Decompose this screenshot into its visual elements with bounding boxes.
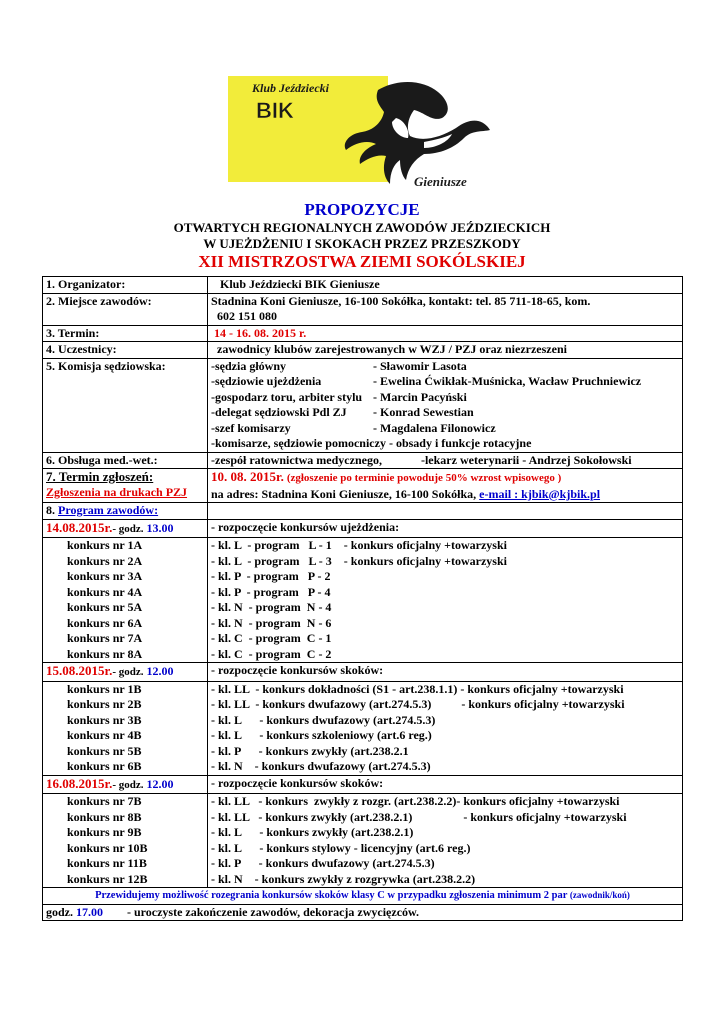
program-header-label xyxy=(43,503,208,520)
registration-address: na adres: Stadnina Koni Gieniusze, 16-100 Sokółka, xyxy=(211,486,477,501)
event-row xyxy=(43,810,683,826)
event-row xyxy=(43,794,683,810)
event-desc: - kl. L - konkurs szkoleniowy (art.6 reg.) xyxy=(208,728,683,744)
event-row xyxy=(43,600,683,616)
event-name: konkurs nr 1B xyxy=(43,681,208,697)
event-row xyxy=(43,538,683,554)
venue-line-2: 602 151 080 xyxy=(217,309,277,323)
row-commission xyxy=(43,358,683,452)
event-desc: - kl. L - konkurs zwykły (art.238.2.1) xyxy=(208,825,683,841)
final-prefix: godz. xyxy=(46,904,73,919)
day-desc: - rozpoczęcie konkursów skoków: xyxy=(208,775,683,794)
day-date: 16.08.2015r. xyxy=(46,775,113,791)
day-header-row xyxy=(43,663,683,682)
event-name: konkurs nr 6B xyxy=(43,759,208,775)
footer-final-cell xyxy=(43,904,683,921)
event-row xyxy=(43,585,683,601)
participants-value xyxy=(208,342,683,359)
event-name: konkurs nr 8A xyxy=(43,647,208,663)
event-desc: - kl. LL - konkurs zwykły (art.238.2.1) - konkurs oficjalny +towarzyski xyxy=(208,810,683,826)
event-name: konkurs nr 9B xyxy=(43,825,208,841)
event-name: konkurs nr 11B xyxy=(43,856,208,872)
event-name: konkurs nr 8B xyxy=(43,810,208,826)
doc-subtitle-2: W UJEŻDŻENIU I SKOKACH PRZEZ PRZESZKODY xyxy=(203,236,521,251)
event-desc: - kl. L - program L - 1 - konkurs oficjalny +towarzyski xyxy=(208,538,683,554)
row-date xyxy=(43,325,683,342)
event-row xyxy=(43,697,683,713)
commission-role: -szef komisarzy xyxy=(211,420,291,435)
doc-subtitle-3: XII MISTRZOSTWA ZIEMI SOKÓLSKIEJ xyxy=(198,252,526,271)
row-registration xyxy=(43,469,683,503)
participants-label: 4. Uczestnicy: xyxy=(43,342,208,359)
program-table xyxy=(42,276,683,921)
medical-text-1: -zespół ratownictwa medycznego, xyxy=(211,452,382,467)
day-time: 12.00 xyxy=(146,776,174,791)
logo-bottom-text: Gieniusze xyxy=(414,174,467,189)
commission-person: - Marcin Pacyński xyxy=(373,389,467,404)
event-name: konkurs nr 5B xyxy=(43,744,208,760)
commission-person: - Ewelina Ćwikłak-Muśnicka, Wacław Pruchniewicz xyxy=(373,374,642,388)
event-name: konkurs nr 7B xyxy=(43,794,208,810)
registration-label-cell xyxy=(43,469,208,503)
program-header-text: Program zawodów: xyxy=(58,503,159,517)
row-program-header xyxy=(43,503,683,520)
venue-label: 2. Miejsce zawodów: xyxy=(43,293,208,325)
row-participants xyxy=(43,342,683,359)
day-time-prefix: - godz. xyxy=(112,778,144,791)
date-value xyxy=(208,325,683,342)
commission-person: - Magdalena Filonowicz xyxy=(373,420,496,435)
day-date-cell xyxy=(43,775,208,794)
event-name: konkurs nr 2A xyxy=(43,554,208,570)
commission-value xyxy=(208,358,683,452)
event-name: konkurs nr 6A xyxy=(43,616,208,632)
commission-label: 5. Komisja sędziowska: xyxy=(43,358,208,452)
day-date-cell xyxy=(43,519,208,538)
registration-note: (zgłoszenie po terminie powoduje 50% wzrost wpisowego ) xyxy=(286,472,562,484)
event-name: konkurs nr 4A xyxy=(43,585,208,601)
commission-entry xyxy=(211,421,679,437)
event-row xyxy=(43,713,683,729)
final-time: 17.00 xyxy=(76,904,103,919)
day-time: 13.00 xyxy=(146,520,174,535)
day-time: 12.00 xyxy=(146,664,174,678)
commission-entry xyxy=(211,359,679,375)
event-row xyxy=(43,647,683,663)
event-desc: - kl. P - konkurs dwufazowy (art.274.5.3) xyxy=(208,856,683,872)
event-name: konkurs nr 1A xyxy=(43,538,208,554)
event-row xyxy=(43,681,683,697)
row-organizer xyxy=(43,277,683,294)
event-name: konkurs nr 5A xyxy=(43,600,208,616)
doc-title: PROPOZYCJE xyxy=(304,200,420,219)
program-header-num: 8. xyxy=(46,503,55,517)
event-name: konkurs nr 2B xyxy=(43,697,208,713)
commission-person: - Konrad Sewestian xyxy=(373,405,474,419)
event-desc: - kl. N - konkurs dwufazowy (art.274.5.3) xyxy=(208,759,683,775)
commission-role: -gospodarz toru, arbiter stylu xyxy=(211,389,363,404)
venue-value xyxy=(208,293,683,325)
day-time-prefix: - godz. xyxy=(112,522,144,535)
event-desc: - kl. C - program C - 1 xyxy=(208,631,683,647)
event-desc: - kl. P - program P - 2 xyxy=(208,569,683,585)
event-desc: - kl. L - konkurs dwufazowy (art.274.5.3) xyxy=(208,713,683,729)
registration-label: 7. Termin zgłoszeń: xyxy=(46,469,154,484)
footer-note-small: (zawodnik/koń) xyxy=(569,890,630,900)
footer-note: Przewidujemy możliwość rozegrania konkursów skoków klasy C w przypadku zgłoszenia minimum 2 par xyxy=(95,890,568,901)
commission-entry xyxy=(211,405,679,421)
event-desc: - kl. LL - konkurs zwykły z rozgr. (art.238.2.2)- konkurs oficjalny +towarzyski xyxy=(208,794,683,810)
event-desc: - kl. P - konkurs zwykły (art.238.2.1 xyxy=(208,744,683,760)
row-medical xyxy=(43,452,683,469)
footer-final-row xyxy=(43,904,683,921)
club-logo xyxy=(228,72,496,194)
commission-entry xyxy=(211,374,679,390)
participants-text: zawodnicy klubów zarejestrowanych w WZJ / PZJ oraz niezrzeszeni xyxy=(217,342,567,356)
date-label: 3. Termin: xyxy=(43,325,208,342)
logo-main-text: BIK xyxy=(256,98,294,123)
event-desc: - kl. N - program N - 6 xyxy=(208,616,683,632)
day-desc: - rozpoczęcie konkursów skoków: xyxy=(208,663,683,682)
registration-email-link[interactable]: e-mail : kjbik@kjbik.pl xyxy=(479,486,601,501)
registration-sublabel: Zgłoszenia na drukach PZJ xyxy=(46,484,188,499)
event-desc: - kl. LL - konkurs dokładności (S1 - art.238.1.1) - konkurs oficjalny +towarzyski xyxy=(208,681,683,697)
medical-value xyxy=(208,452,683,469)
logo-top-text: Klub Jeździecki xyxy=(252,81,329,95)
commission-role: -delegat sędziowski Pdl ZJ xyxy=(211,405,347,419)
event-row xyxy=(43,744,683,760)
event-name: konkurs nr 12B xyxy=(43,872,208,888)
commission-entry xyxy=(211,390,679,406)
organizer-label: 1. Organizator: xyxy=(43,277,208,294)
footer-note-row xyxy=(43,888,683,905)
day-date: 14.08.2015r. xyxy=(46,519,113,535)
day-header-row xyxy=(43,519,683,538)
event-row xyxy=(43,872,683,888)
footer-note-cell xyxy=(43,888,683,905)
day-time-prefix: - godz. xyxy=(112,666,144,678)
document-heading xyxy=(0,200,724,272)
day-date: 15.08.2015r. xyxy=(46,663,113,678)
event-row xyxy=(43,759,683,775)
day-desc: - rozpoczęcie konkursów ujeżdżenia: xyxy=(208,519,683,538)
commission-role: -sędzia główny xyxy=(211,358,286,373)
date-text: 14 - 16. 08. 2015 r. xyxy=(214,325,307,340)
event-row xyxy=(43,841,683,857)
event-row xyxy=(43,616,683,632)
event-desc: - kl. L - program L - 3 - konkurs oficjalny +towarzyski xyxy=(208,554,683,570)
event-desc: - kl. LL - konkurs dwufazowy (art.274.5.3) - konkurs oficjalny +towarzyski xyxy=(208,697,683,713)
commission-role: -sędziowie ujeżdżenia xyxy=(211,374,322,388)
day-header-row xyxy=(43,775,683,794)
event-desc: - kl. L - konkurs stylowy - licencyjny (art.6 reg.) xyxy=(208,841,683,857)
event-desc: - kl. P - program P - 4 xyxy=(208,585,683,601)
row-venue xyxy=(43,293,683,325)
organizer-value xyxy=(208,277,683,294)
organizer-text: Klub Jeździecki BIK Gieniusze xyxy=(220,277,380,291)
event-row xyxy=(43,856,683,872)
event-name: konkurs nr 4B xyxy=(43,728,208,744)
commission-last: -komisarze, sędziowie pomocniczy - obsady i funkcje rotacyjne xyxy=(211,436,532,450)
event-row xyxy=(43,631,683,647)
event-row xyxy=(43,825,683,841)
medical-label: 6. Obsługa med.-wet.: xyxy=(43,452,208,469)
venue-line-1: Stadnina Koni Gieniusze, 16-100 Sokółka, kontakt: tel. 85 711-18-65, kom. xyxy=(211,293,591,308)
final-desc: - uroczyste zakończenie zawodów, dekoracja zwycięzców. xyxy=(127,904,420,919)
event-desc: - kl. C - program C - 2 xyxy=(208,647,683,663)
doc-subtitle-1: OTWARTYCH REGIONALNYCH ZAWODÓW JEŹDZIECKICH xyxy=(173,220,551,235)
event-name: konkurs nr 3A xyxy=(43,569,208,585)
event-desc: - kl. N - program N - 4 xyxy=(208,600,683,616)
event-row xyxy=(43,554,683,570)
registration-value xyxy=(208,469,683,503)
event-name: konkurs nr 3B xyxy=(43,713,208,729)
day-date-cell xyxy=(43,663,208,682)
event-row xyxy=(43,569,683,585)
registration-date: 10. 08. 2015r. xyxy=(211,469,284,484)
program-header-empty xyxy=(208,503,683,520)
commission-person: - Sławomir Lasota xyxy=(373,358,467,373)
event-desc: - kl. N - konkurs zwykły z rozgrywka (art.238.2.2) xyxy=(208,872,683,888)
club-logo-graphic xyxy=(228,72,496,194)
medical-text-2: -lekarz weterynarii - Andrzej Sokołowski xyxy=(420,452,632,467)
event-name: konkurs nr 7A xyxy=(43,631,208,647)
event-name: konkurs nr 10B xyxy=(43,841,208,857)
event-row xyxy=(43,728,683,744)
